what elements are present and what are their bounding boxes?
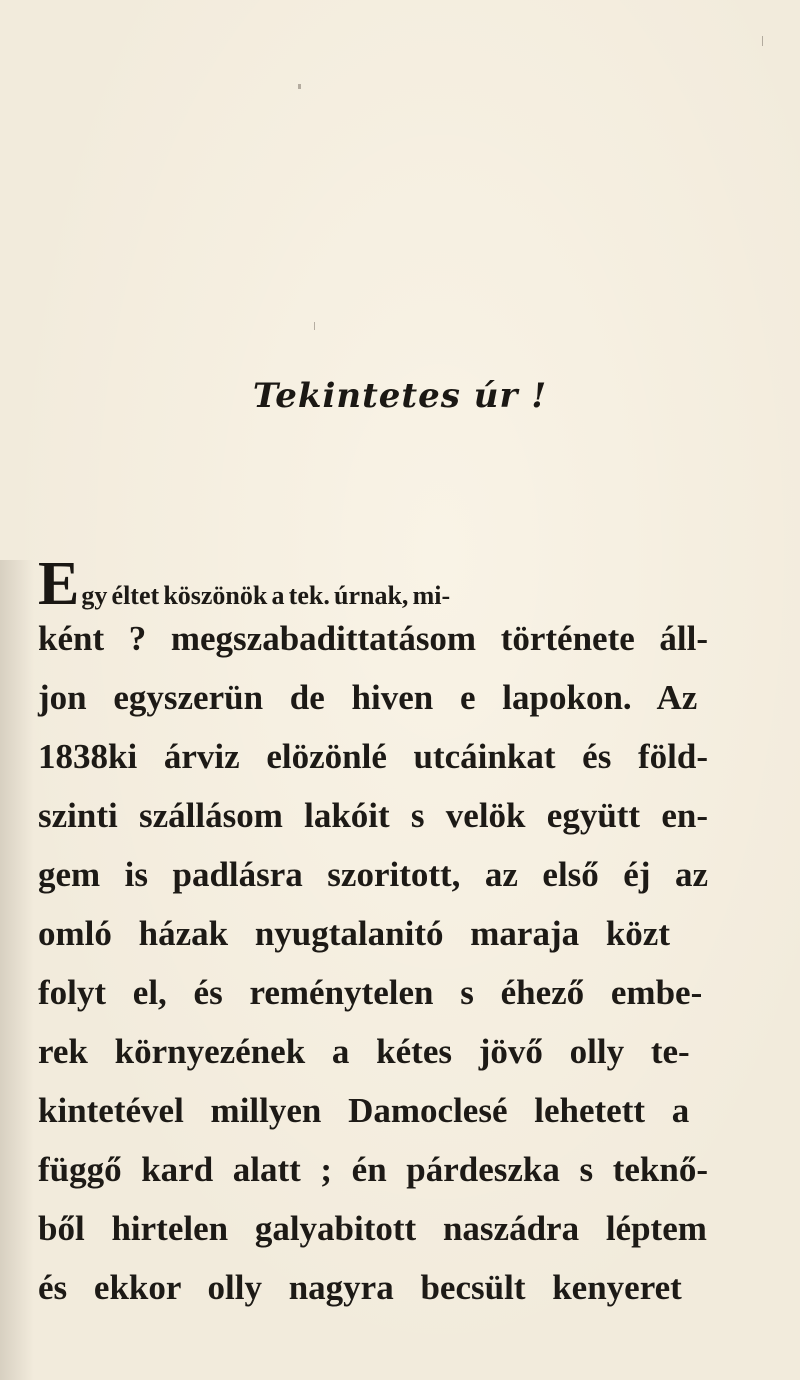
text-line-content: kintetével millyen Damoclesé lehetett a xyxy=(38,1091,690,1130)
text-line xyxy=(22,973,722,1032)
ink-speck xyxy=(314,322,315,330)
letter-salutation: Tekintetes úr ! xyxy=(252,376,548,416)
text-line xyxy=(22,550,722,619)
text-line xyxy=(22,855,722,914)
text-line xyxy=(22,1150,722,1209)
text-line-content: gy éltet köszönök a tek. úrnak, mi- xyxy=(81,581,451,610)
text-line-content: 1838ki árviz elözönlé utcáinkat és föld- xyxy=(38,737,708,776)
text-line xyxy=(22,737,722,796)
text-line xyxy=(22,1032,722,1091)
body-text xyxy=(22,550,722,1327)
text-line xyxy=(22,678,722,737)
opening xyxy=(38,550,81,618)
text-line-content: szinti szállásom lakóit s velök együtt en- xyxy=(38,796,708,835)
ink-speck xyxy=(762,36,763,46)
text-line xyxy=(22,1091,722,1150)
text-line xyxy=(22,1209,722,1268)
text-line-content: és ekkor olly nagyra becsült kenyeret xyxy=(38,1268,682,1307)
text-line-content: rek környezének a kétes jövő olly te- xyxy=(38,1032,690,1071)
text-line-content: gem is padlásra szoritott, az első éj az xyxy=(38,855,708,894)
text-line-content: jon egyszerün de hiven e lapokon. Az xyxy=(38,678,698,717)
text-line xyxy=(22,619,722,678)
drop-cap: E xyxy=(38,550,80,618)
text-line-content: ből hirtelen galyabitott naszádra léptem xyxy=(38,1209,707,1248)
text-line-content: ként ? megszabadittatásom története áll- xyxy=(38,619,708,658)
text-line-content: omló házak nyugtalanitó maraja közt xyxy=(38,914,670,953)
text-line-content: függő kard alatt ; én párdeszka s teknő- xyxy=(38,1150,708,1189)
text-line xyxy=(22,1268,722,1327)
text-line xyxy=(22,796,722,855)
ink-speck xyxy=(298,84,301,89)
text-line-content: folyt el, és reménytelen s éhező embe- xyxy=(38,973,703,1012)
text-line xyxy=(22,914,722,973)
